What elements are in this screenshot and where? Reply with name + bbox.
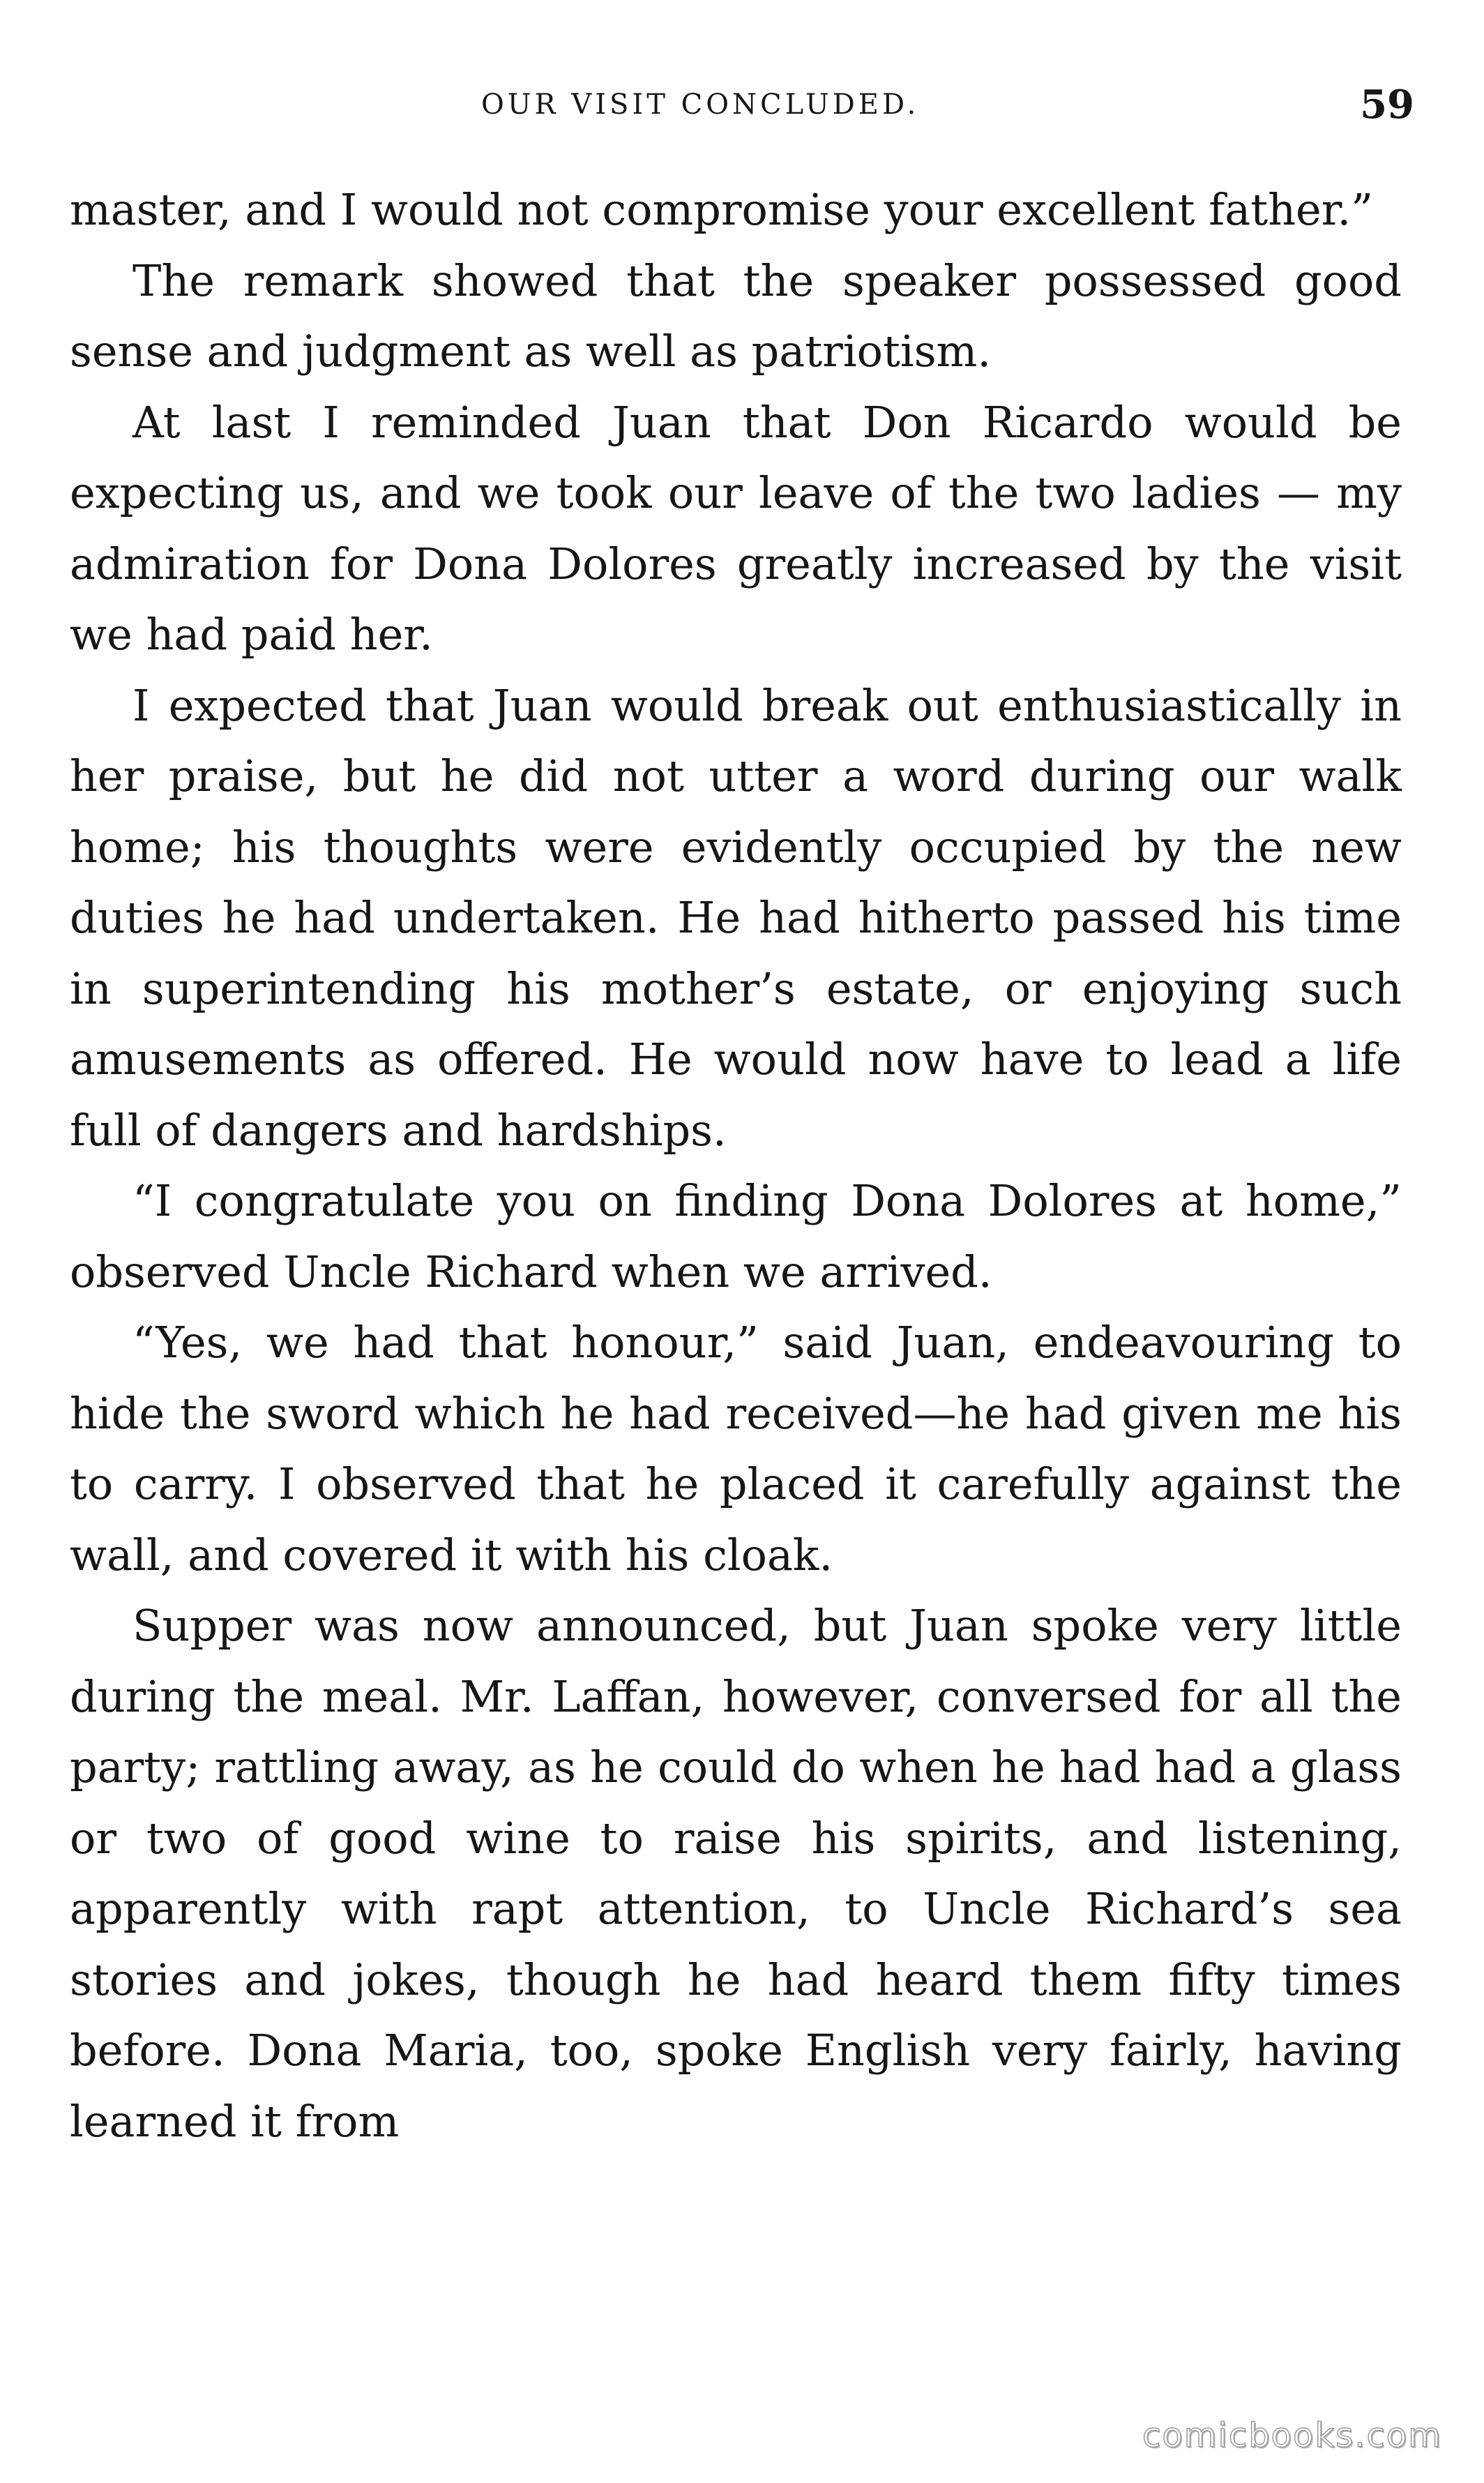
paragraph: “Yes, we had that honour,” said Juan, endeavouring to hide the sword which he had received—he had given me his to carry. I observed that he placed it carefully against the wall, and covered it with his cloak.: [70, 1317, 1402, 1580]
page-number: 59: [1360, 82, 1414, 128]
paragraph: “I congratulate you on finding Dona Dolores at home,” observed Uncle Richard when we arrived.: [70, 1175, 1402, 1297]
body-text: [70, 174, 1402, 2157]
paragraph: The remark showed that the speaker possessed good sense and judgment as well as patriotism.: [70, 255, 1402, 377]
paragraph: At last I reminded Juan that Don Ricardo would be expecting us, and we took our leave of the two ladies — my admiration for Dona Dolores greatly increased by the visit we had paid her.: [70, 396, 1402, 660]
watermark-logo: comicbooks.com: [1142, 2416, 1442, 2455]
running-title: OUR VISIT CONCLUDED.: [481, 89, 920, 121]
page-header: [0, 77, 1484, 133]
paragraph: I expected that Juan would break out enthusiastically in her praise, but he did not utter a word during our walk home; his thoughts were evidently occupied by the new duties he had undertaken. He had hitherto passed his time in superintending his mother’s estate, or enjoying such amusements as offered. He would now have to lead a life full of dangers and hardships.: [70, 679, 1402, 1156]
paragraph-continued: master, and I would not compromise your excellent father.”: [70, 184, 1373, 235]
paragraph: Supper was now announced, but Juan spoke very little during the meal. Mr. Laffan, however, conversed for all the party; rattling away, as he could do when he had had a glass or two of good wine to raise his spirits, and listening, apparently with rapt attention, to Uncle Richard’s sea stories and jokes, though he had heard them fifty times before. Dona Maria, too, spoke English very fairly, having learned it from: [70, 1600, 1402, 2147]
